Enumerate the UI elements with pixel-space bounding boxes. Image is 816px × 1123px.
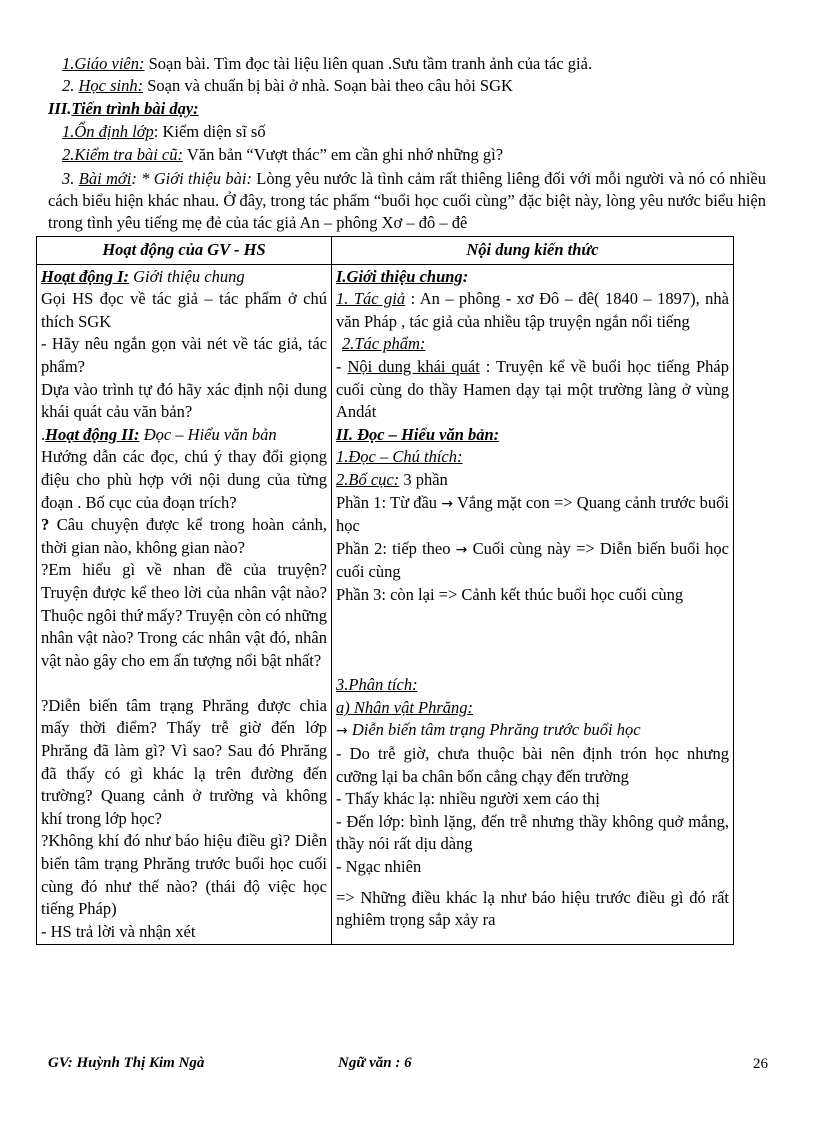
character-label: a) Nhân vật Phrăng: — [336, 697, 474, 717]
character-heading — [336, 697, 729, 720]
layout-text: 3 phần — [399, 469, 448, 489]
mood-conclusion: => Những điều khác lạ như báo hiệu trước điều gì đó rất nghiêm trọng sắp xảy ra — [336, 887, 729, 930]
step-1-label: 1.Ổn định lớp — [62, 122, 154, 141]
question-mark: ? — [41, 515, 50, 535]
step-2-line — [62, 145, 503, 165]
activity-2-title: Đọc – Hiểu văn bản — [139, 424, 277, 444]
student-label: Học sinh: — [78, 76, 144, 95]
author-label: 1. Tác giả — [336, 289, 406, 309]
analysis-label: 3.Phân tích: — [336, 675, 418, 695]
part-2-item — [336, 538, 729, 584]
activity-1-heading — [41, 266, 327, 289]
work-heading — [336, 333, 729, 356]
section-3-num: III. — [48, 99, 72, 118]
section-1-colon: : — [462, 266, 469, 286]
col-right-header: Nội dung kiến thức — [332, 237, 734, 265]
step-1-text: : Kiểm diện sĩ số — [153, 122, 266, 141]
part-1-end: Vắng mặt con => Quang cảnh trước buổi học — [336, 492, 729, 536]
author-text: : An – phông - xơ Đô – đê( 1840 – 1897), nhà văn Pháp , tác giả của nhiều tập truyện ngắn nổi tiếng — [336, 289, 729, 331]
part-2-start: Phần 2: tiếp theo — [336, 538, 456, 558]
section-2-label: II. Đọc – Hiểu văn bản: — [336, 424, 500, 444]
footer-subject: Ngữ văn : 6 — [338, 1055, 412, 1071]
activity-2-heading — [41, 424, 327, 447]
arrow-right-icon: → — [455, 541, 468, 558]
lesson-table — [36, 236, 734, 945]
student-prep-line — [62, 76, 513, 96]
left-item-student-answer: - HS trả lời và nhận xét — [41, 921, 196, 941]
part-1-item — [336, 492, 729, 538]
section-3-heading — [48, 99, 199, 119]
mood-item-late: - Do trễ giờ, chưa thuộc bài nên định trón học nhưng cưỡng lại ba chân bốn cẳng chạy đến trường — [336, 744, 729, 786]
reading-label: 1.Đọc – Chú thích: — [336, 447, 463, 467]
mood-item-surprised: - Ngạc nhiên — [336, 857, 422, 877]
footer-teacher: GV: Huỳnh Thị Kim Ngà — [48, 1055, 205, 1071]
analysis-heading — [336, 674, 729, 697]
step-3-paragraph — [48, 168, 766, 234]
part-2-end: Cuối cùng này => Diễn biến buổi học cuối cùng — [336, 538, 729, 582]
mood-item-strange: - Thấy khác lạ: nhiều người xem cáo thị — [336, 789, 600, 809]
col-left-header: Hoạt động của GV - HS — [37, 237, 332, 265]
part-1-start: Phần 1: Từ đầu — [336, 492, 442, 512]
arrow-right-icon: → — [441, 495, 454, 512]
student-num: 2. — [62, 76, 79, 95]
mood-subheading-text: Diễn biến tâm trạng Phrăng trước buổi học — [347, 720, 641, 740]
knowledge-content — [332, 264, 734, 945]
left-item-reading-guide: Hướng dẫn các đọc, chú ý thay đổi giọng điệu cho phù hợp với nội dung của từng đoạn . Bố cục của đoạn trích? — [41, 447, 327, 512]
layout-label: 2.Bố cục: — [336, 469, 400, 489]
teacher-label: 1.Giáo viên: — [62, 54, 145, 73]
arrow-right-icon: → — [336, 723, 348, 740]
author-paragraph — [336, 288, 729, 333]
step-2-text: Văn bản “Vượt thác” em cần ghi nhớ những gì? — [183, 145, 504, 164]
step-3-text: Lòng yêu nước là tình cảm rất thiêng liêng đối với mỗi người và nó có nhiều cách biểu hiện khác nhau. Ở đây, trong tác phẩm “buổi học cuối cùng” đặc biệt này, lòng yêu nước biểu hiện trong tình yêu tiếng mẹ đẻ của tác giả An – phông Xơ – đô – đê — [48, 169, 766, 232]
left-item-title-question: ?Em hiểu gì về nhan đề của truyện? Truyện được kể theo lời của nhân vật nào? Thuộc ngôi thứ mấy? Truyện còn có những nhân vật nào? Trong các nhân vật đó, nhân vật nào gây cho em ấn tượng nổi bật nhất? — [41, 560, 327, 670]
page-number: 26 — [753, 1056, 768, 1072]
step-2-label: 2.Kiểm tra bài cũ: — [62, 145, 183, 164]
work-label: 2.Tác phẩm: — [342, 334, 426, 354]
activity-2-label: Hoạt động II: — [45, 424, 140, 444]
section-1-heading — [336, 266, 729, 289]
part-3-item: Phần 3: còn lại => Cảnh kết thúc buổi học cuối cùng — [336, 584, 684, 604]
activity-1-title: Giới thiệu chung — [129, 266, 245, 286]
teacher-prep-text: Soạn bài. Tìm đọc tài liệu liên quan .Sưu tầm tranh ảnh của tác giả. — [144, 54, 593, 73]
mood-subheading — [336, 719, 729, 743]
left-item-read-author: Gọi HS đọc về tác giả – tác phẩm ở chú thích SGK — [41, 289, 327, 331]
left-item-summarize: - Hãy nêu ngắn gọn vài nét về tác giả, tác phẩm? — [41, 334, 327, 376]
activity-1-label: Hoạt động I: — [41, 266, 130, 286]
activity-2-prefix: . — [41, 424, 46, 444]
left-item-atmosphere-question: ?Không khí đó như báo hiệu điều gì? Diễn biến tâm trạng Phrăng trước buổi học cuối cùng đó như thế nào? (thái độ việc học tiếng Pháp) — [41, 831, 327, 919]
section-2-heading — [336, 424, 729, 447]
setting-question-text: Câu chuyện được kể trong hoàn cảnh, thời gian nào, không gian nào? — [41, 515, 327, 557]
content-summary-text: : Truyện kể về buổi học tiếng Pháp cuối cùng do thầy Hamen dạy tại một trường làng ở vùng Andát — [336, 356, 729, 422]
layout-heading — [336, 469, 729, 492]
step-1-line — [62, 122, 266, 142]
table-row — [37, 264, 734, 945]
content-summary-label: Nội dung khái quát — [347, 356, 480, 376]
table-header-row — [37, 237, 734, 265]
reading-heading — [336, 446, 729, 469]
student-prep-text: Soạn và chuẩn bị bài ở nhà. Soạn bài theo câu hỏi SGK — [143, 76, 513, 95]
teacher-student-activities — [37, 264, 332, 945]
step-3-intro: : * Giới thiệu bài: — [131, 169, 252, 188]
section-3-title: Tiến trình bài dạy: — [71, 99, 199, 118]
teacher-prep-line — [62, 54, 592, 74]
left-item-mood-question: ?Diễn biến tâm trạng Phrăng được chia mấy thời điểm? Thấy trễ giờ đến lớp Phrăng đã làm gì? Vì sao? Sau đó Phrăng đã thấy có gì khác lạ trên đường đến trường? Quang cảnh ở trường và không khí trong lớp học? — [41, 695, 327, 828]
step-3-label: Bài mới — [78, 169, 132, 188]
content-summary-paragraph: - Nội dung khái quát : Truyện kể về buổi học tiếng Pháp cuối cùng do thầy Hamen dạy tại một trường làng ở vùng Andát — [336, 356, 729, 422]
left-item-main-content: Dựa vào trình tự đó hãy xác định nội dung khái quát cảu văn bản? — [41, 379, 327, 422]
section-1-label: I.Giới thiệu chung — [336, 266, 463, 286]
mood-item-class: - Đến lớp: bình lặng, đến trễ nhưng thầy không quở mắng, thầy nói rất dịu dàng — [336, 811, 729, 854]
step-3-num: 3. — [62, 169, 79, 188]
left-item-setting-question — [41, 514, 327, 559]
